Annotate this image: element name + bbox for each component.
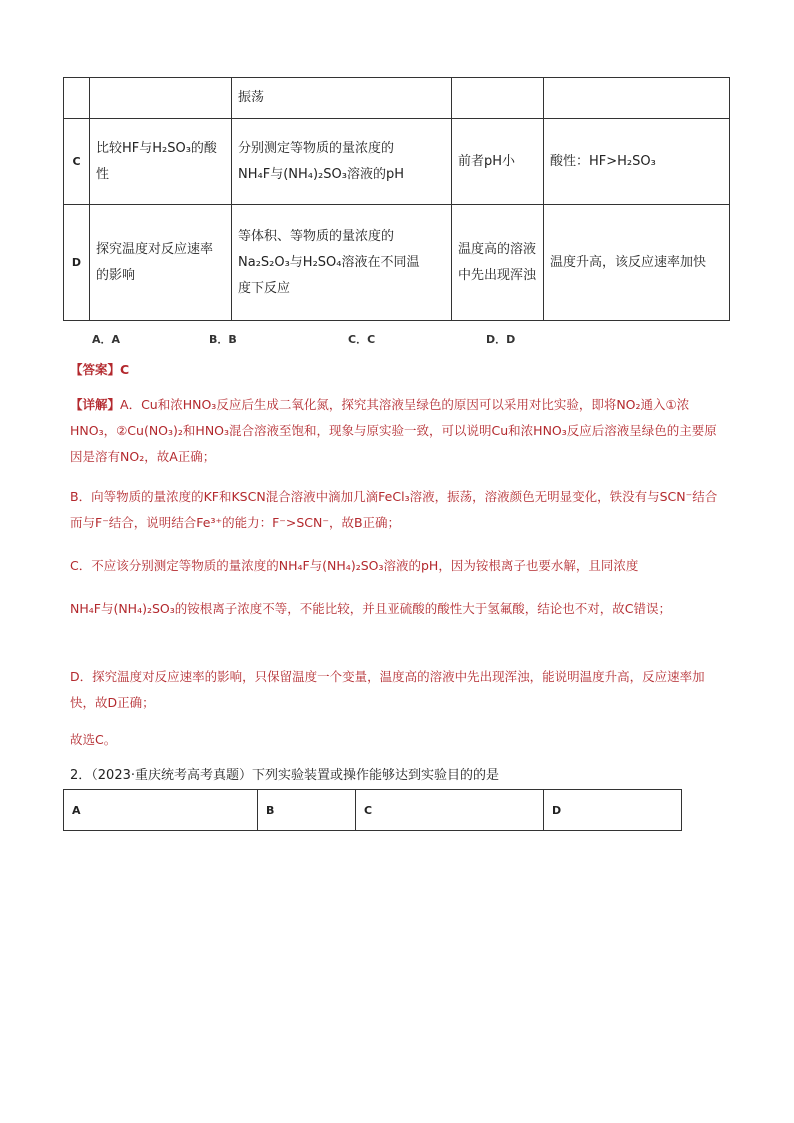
- detail-d: D．探究温度对反应速率的影响，只保留温度一个变量，温度高的溶液中先出现浑浊，能说明温度升高，反应速率加快，故D正确；: [70, 669, 705, 710]
- detail-text-a: A．Cu和浓HNO₃反应后生成二氧化氮，探究其溶液呈绿色的原因可以采用对比实验，即将NO₂通入①浓HNO₃，②Cu(NO₃)₂和HNO₃混合溶液至饱和，现象与原实验一致，可以说明Cu和浓HNO₃反应后溶液呈绿色的主要原因是溶有NO₂，故A正确；: [70, 397, 717, 464]
- method-line: NH₄F与(NH₄)₂SO₃溶液的pH: [238, 166, 404, 182]
- option-b[interactable]: B．B: [209, 333, 237, 346]
- method-cell: [232, 119, 452, 205]
- purpose-cell: [90, 78, 232, 119]
- purpose-cell: 比较HF与H₂SO₃的酸性: [90, 119, 232, 205]
- detail-end: 故选C。: [70, 732, 117, 747]
- detail-a: [70, 392, 726, 470]
- phenomenon-cell: 前者pH小: [452, 119, 544, 205]
- table-row-c: [64, 119, 730, 205]
- row-label-cell: [64, 78, 90, 119]
- row-label-d: D: [64, 205, 90, 321]
- conclusion-cell: [544, 78, 730, 119]
- option-c[interactable]: C．C: [348, 333, 376, 346]
- method-line: 分别测定等物质的量浓度的: [238, 140, 395, 156]
- q2-col-c: C: [356, 790, 544, 831]
- phenomenon-cell: [452, 78, 544, 119]
- table-row-d: [64, 205, 730, 321]
- conclusion-cell: 酸性：HF>H₂SO₃: [544, 119, 730, 205]
- q2-col-a: A: [64, 790, 258, 831]
- question-2-table: [63, 789, 682, 831]
- method-cell: 振荡: [232, 78, 452, 119]
- option-d[interactable]: D．D: [486, 333, 516, 346]
- q2-col-b: B: [258, 790, 356, 831]
- answer-tag: 【答案】: [70, 362, 121, 377]
- option-a[interactable]: A．A: [92, 333, 121, 346]
- q2-col-d: D: [544, 790, 682, 831]
- method-line: 度下反应: [238, 280, 291, 296]
- method-line: 等体积、等物质的量浓度的: [238, 228, 395, 244]
- method-line: Na₂S₂O₃与H₂SO₄溶液在不同温: [238, 254, 420, 270]
- detail-b: B．向等物质的量浓度的KF和KSCN混合溶液中滴加几滴FeCl₃溶液，振荡，溶液颜色无明显变化，铁没有与SCN⁻结合而与F⁻结合，说明结合Fe³⁺的能力：F⁻>SCN⁻，故B正确；: [70, 489, 718, 530]
- answer-line: [70, 360, 129, 378]
- conclusion-cell: 温度升高，该反应速率加快: [544, 205, 730, 321]
- detail-tag: 【详解】: [70, 397, 121, 412]
- question-2-text: 2．（2023·重庆统考高考真题）下列实验装置或操作能够达到实验目的的是: [70, 768, 499, 783]
- method-cell: [232, 205, 452, 321]
- detail-c2: NH₄F与(NH₄)₂SO₃的铵根离子浓度不等，不能比较，并且亚硫酸的酸性大于氢氟酸，结论也不对，故C错误；: [70, 601, 671, 616]
- detail-c1: C．不应该分别测定等物质的量浓度的NH₄F与(NH₄)₂SO₃溶液的pH，因为铵根离子也要水解，且同浓度: [70, 558, 639, 573]
- phenomenon-cell: 温度高的溶液中先出现浑浊: [452, 205, 544, 321]
- answer-value: C: [120, 362, 130, 377]
- table-row: [64, 78, 730, 119]
- row-label-c: C: [64, 119, 90, 205]
- experiment-table: [63, 77, 730, 321]
- purpose-cell: 探究温度对反应速率的影响: [90, 205, 232, 321]
